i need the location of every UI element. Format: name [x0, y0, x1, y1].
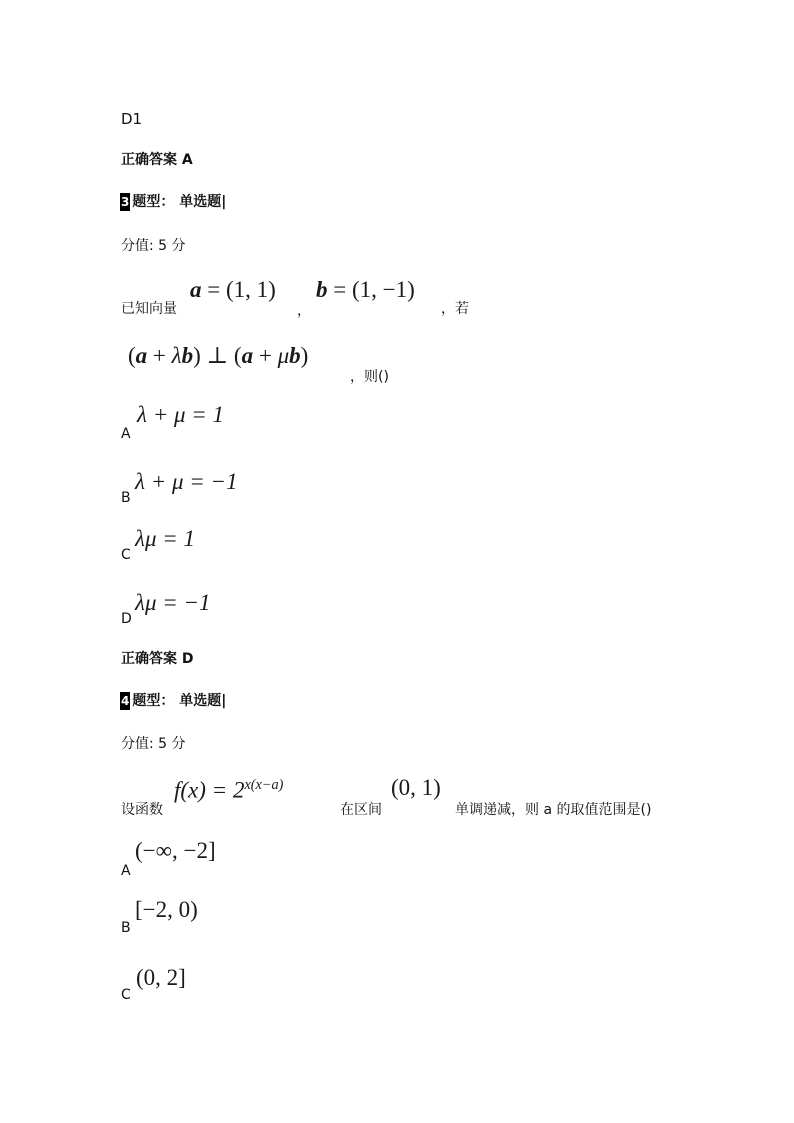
option-letter-d-q3: D — [121, 611, 132, 627]
interval-text-q4: 在区间 — [340, 802, 382, 818]
function-formula: $f(x) = 2^{x(x-a)}$ — [174, 777, 284, 803]
vector-b-formula: b = (1, −1) — [316, 277, 415, 302]
comma-separator: ， — [297, 303, 311, 319]
option-letter-b-q4: B — [121, 920, 131, 936]
option-letter-a-q4: A — [121, 863, 131, 879]
question-header-q4 — [120, 692, 226, 710]
question-type-q3: 题型： 单选题| — [132, 194, 227, 210]
question-header-q3 — [120, 193, 226, 211]
option-letter-c-q4: C — [121, 987, 131, 1003]
correct-answer-q2: 正确答案 A — [121, 152, 193, 168]
option-expr-c-q3: λμ = 1 — [135, 526, 196, 551]
option-expr-b-q4: [−2, 0) — [135, 897, 198, 922]
correct-answer-q3: 正确答案 D — [121, 651, 194, 667]
option-expr-d-q3: λμ = −1 — [135, 590, 211, 615]
option-expr-a-q3: λ + μ = 1 — [137, 402, 225, 427]
option-expr-c-q4: (0, 2] — [136, 965, 186, 990]
option-letter-a-q3: A — [121, 426, 131, 442]
score-q3: 分值: 5 分 — [121, 238, 186, 254]
option-letter-b-q3: B — [121, 490, 131, 506]
question-type-q4: 题型： 单选题| — [132, 693, 227, 709]
question-number-q3: 3 — [121, 195, 130, 209]
option-letter-c-q3: C — [121, 547, 131, 563]
interval-formula: (0, 1) — [391, 775, 441, 800]
option-expr-a-q4: (−∞, −2] — [135, 838, 216, 863]
score-q4: 分值: 5 分 — [121, 736, 186, 752]
stem-ruo-q3: ，若 — [441, 301, 469, 317]
option-expr-b-q3: λ + μ = −1 — [135, 469, 238, 494]
vector-a-formula: a = (1, 1) — [190, 277, 276, 302]
stem-tail-q3: ，则() — [350, 369, 389, 385]
stem-suffix-q4: 单调递减，则 a 的取值范围是() — [455, 802, 652, 818]
question-number-q4: 4 — [121, 694, 130, 708]
stem-prefix-q3: 已知向量 — [121, 301, 177, 317]
stem-prefix-q4: 设函数 — [121, 802, 163, 818]
perpendicular-condition-formula: (a + λb) ⊥ (a + μb) — [128, 343, 309, 368]
option-d-q2: D1 — [121, 110, 143, 128]
